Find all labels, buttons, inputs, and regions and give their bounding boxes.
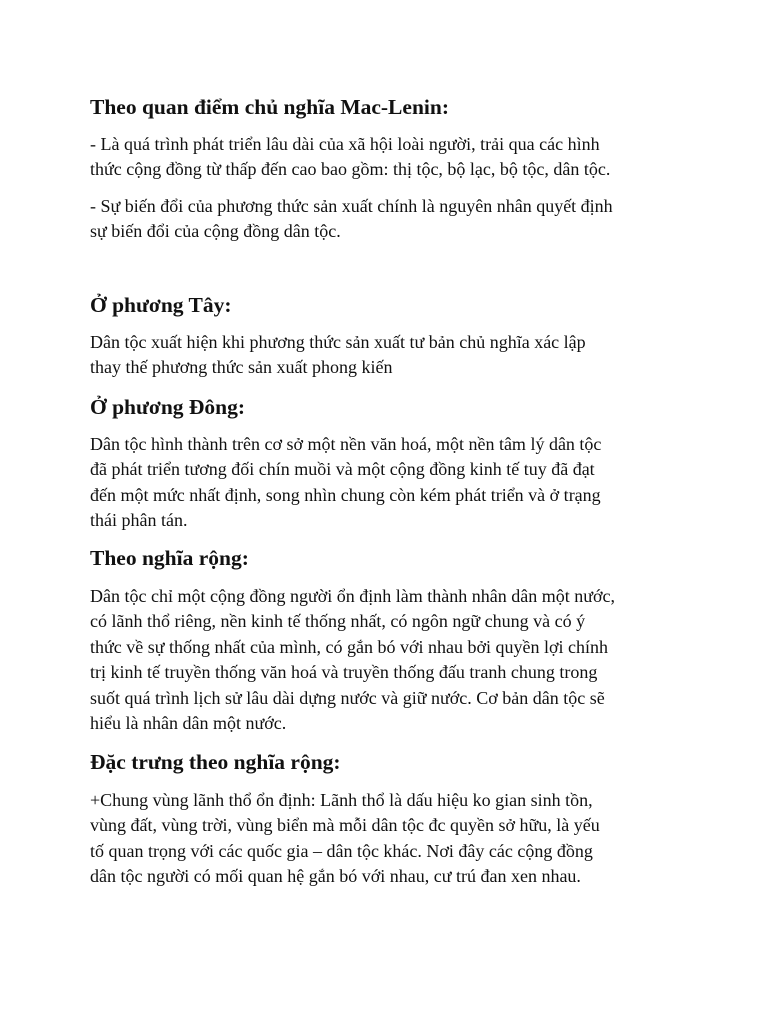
section-heading-eastern: Ở phương Đông: (90, 395, 246, 419)
text-line: đến một mức nhất định, song nhìn chung còn kém phát triển và ở trạng (90, 484, 601, 505)
text-line: hiểu là nhân dân một nước. (90, 713, 287, 734)
text-line: tố quan trọng với các quốc gia – dân tộc khác. Nơi đây các cộng đồng (90, 840, 593, 861)
text-line: vùng đất, vùng trời, vùng biển mà mỗi dân tộc đc quyền sở hữu, là yếu (90, 815, 600, 836)
paragraph-broad-sense (90, 584, 690, 736)
paragraph-mac-lenin-2 (90, 194, 690, 245)
text-line: Dân tộc xuất hiện khi phương thức sản xuất tư bản chủ nghĩa xác lập (90, 332, 586, 352)
text-line: thay thế phương thức sản xuất phong kiến (90, 357, 393, 378)
text-line: +Chung vùng lãnh thổ ổn định: Lãnh thổ là dấu hiệu ko gian sinh tồn, (90, 790, 593, 810)
paragraph-western (90, 330, 690, 381)
text-line: Dân tộc hình thành trên cơ sở một nền văn hoá, một nền tâm lý dân tộc (90, 434, 602, 454)
section-heading-western: Ở phương Tây: (90, 293, 232, 317)
paragraph-characteristics (90, 788, 690, 890)
text-line: - Là quá trình phát triển lâu dài của xã hội loài người, trải qua các hình (90, 134, 600, 154)
section-heading-broad-sense: Theo nghĩa rộng: (90, 546, 249, 570)
text-line: có lãnh thổ riêng, nền kinh tế thống nhất, có ngôn ngữ chung và có ý (90, 611, 586, 632)
text-line: đã phát triển tương đối chín muồi và một cộng đồng kinh tế tuy đã đạt (90, 459, 595, 480)
text-line: dân tộc người có mối quan hệ gắn bó với nhau, cư trú đan xen nhau. (90, 866, 581, 887)
text-line: thái phân tán. (90, 510, 188, 531)
text-line: Dân tộc chỉ một cộng đồng người ổn định làm thành nhân dân một nước, (90, 586, 615, 606)
text-line: thức cộng đồng từ thấp đến cao bao gồm: thị tộc, bộ lạc, bộ tộc, dân tộc. (90, 159, 611, 180)
text-line: - Sự biến đổi của phương thức sản xuất chính là nguyên nhân quyết định (90, 196, 613, 216)
text-line: suốt quá trình lịch sử lâu dài dựng nước và giữ nước. Cơ bản dân tộc sẽ (90, 687, 605, 708)
section-heading-mac-lenin: Theo quan điểm chủ nghĩa Mac-Lenin: (90, 95, 449, 119)
text-line: trị kinh tế truyền thống văn hoá và truyền thống đấu tranh chung trong (90, 662, 598, 683)
paragraph-mac-lenin-1 (90, 132, 690, 183)
text-line: thức về sự thống nhất của mình, có gắn bó với nhau bởi quyền lợi chính (90, 636, 608, 657)
section-heading-characteristics: Đặc trưng theo nghĩa rộng: (90, 750, 341, 774)
paragraph-eastern (90, 432, 690, 534)
text-line: sự biến đổi của cộng đồng dân tộc. (90, 221, 341, 242)
